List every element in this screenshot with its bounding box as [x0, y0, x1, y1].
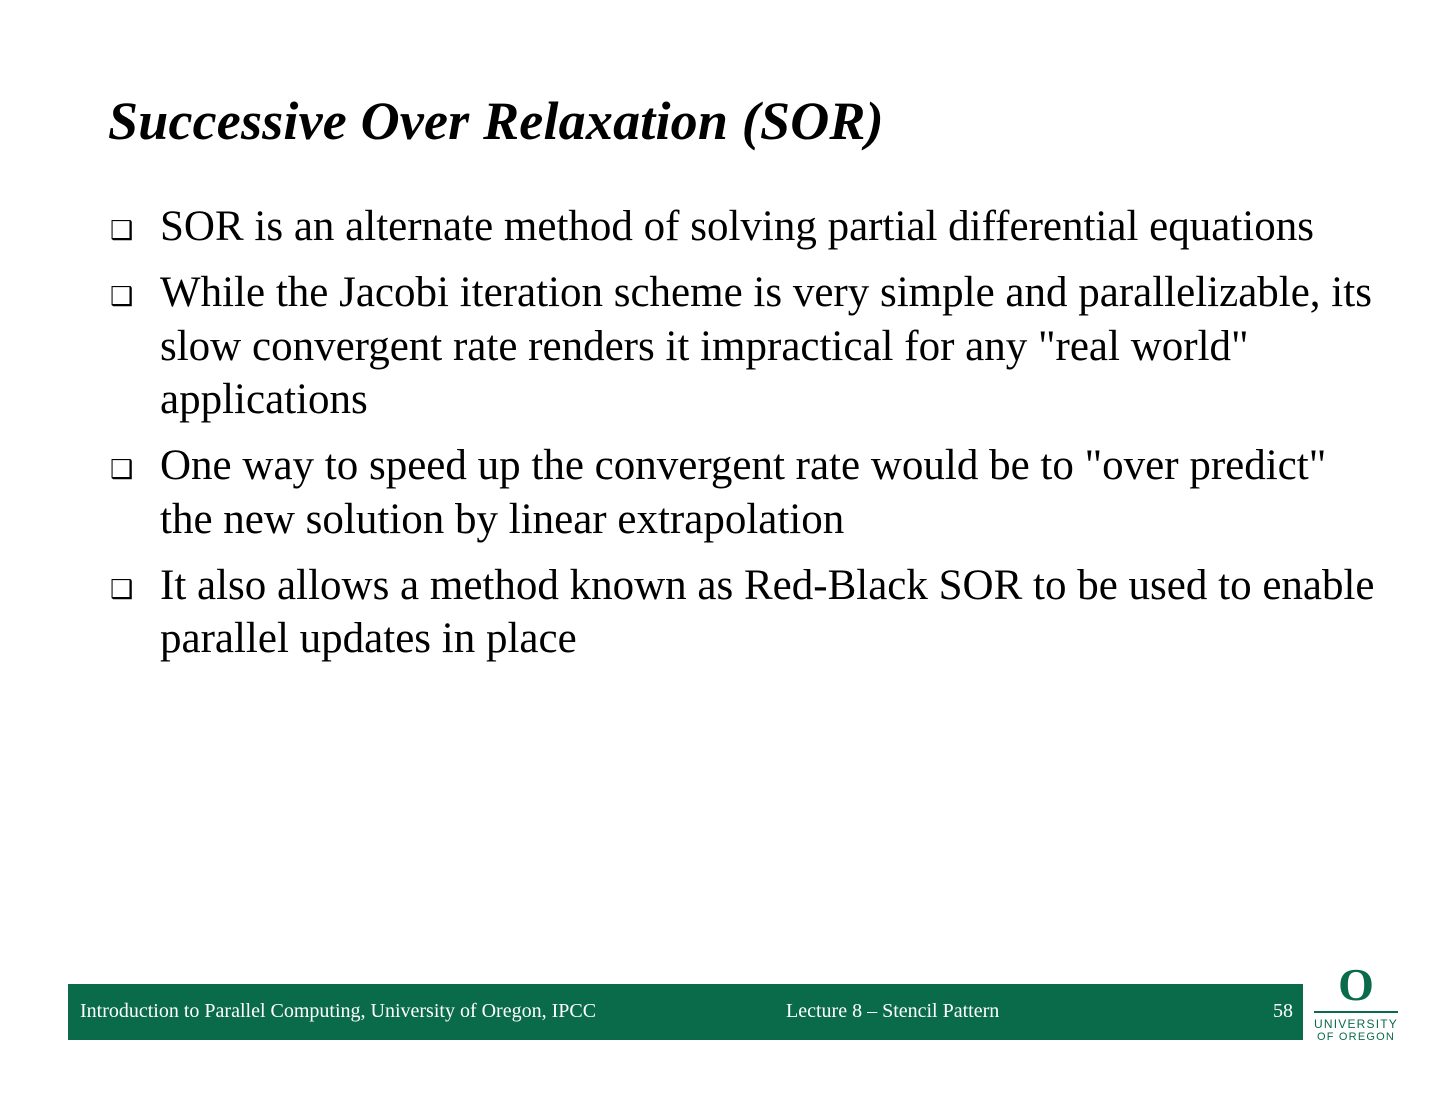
page-number: 58	[1273, 1000, 1293, 1022]
list-item-text: It also allows a method known as Red-Black SOR to be used to enable parallel updates in place	[160, 561, 1375, 663]
list-item	[110, 559, 1375, 667]
bullet-square-icon: ❑	[110, 216, 134, 246]
logo-oregon-label: OF OREGON	[1316, 1031, 1396, 1043]
bullet-list	[110, 200, 1375, 678]
list-item-text: SOR is an alternate method of solving partial differential equations	[160, 203, 1314, 250]
bullet-square-icon: ❑	[110, 455, 134, 485]
list-item	[110, 266, 1375, 427]
footer-bar	[68, 984, 1303, 1040]
logo-divider	[1314, 1011, 1398, 1013]
bullet-square-icon: ❑	[110, 281, 134, 312]
page-title: Successive Over Relaxation (SOR)	[108, 91, 884, 151]
list-item-text: One way to speed up the convergent rate would be to "over predict" the new solution by linear extrapolation	[160, 442, 1327, 543]
list-item-text: While the Jacobi iteration scheme is very simple and parallelizable, its slow convergent rate renders it impractical for any "real world" applications	[160, 268, 1372, 424]
bullet-square-icon: ❑	[110, 574, 134, 605]
list-item	[110, 439, 1375, 547]
footer-course-label: Introduction to Parallel Computing, University of Oregon, IPCC	[80, 1000, 597, 1022]
university-logo	[1310, 959, 1402, 1048]
footer-lecture-label: Lecture 8 – Stencil Pattern	[786, 1000, 1000, 1022]
logo-university-label: UNIVERSITY	[1313, 1017, 1398, 1031]
logo-o-mark: O	[1338, 959, 1374, 1010]
list-item	[110, 200, 1375, 254]
